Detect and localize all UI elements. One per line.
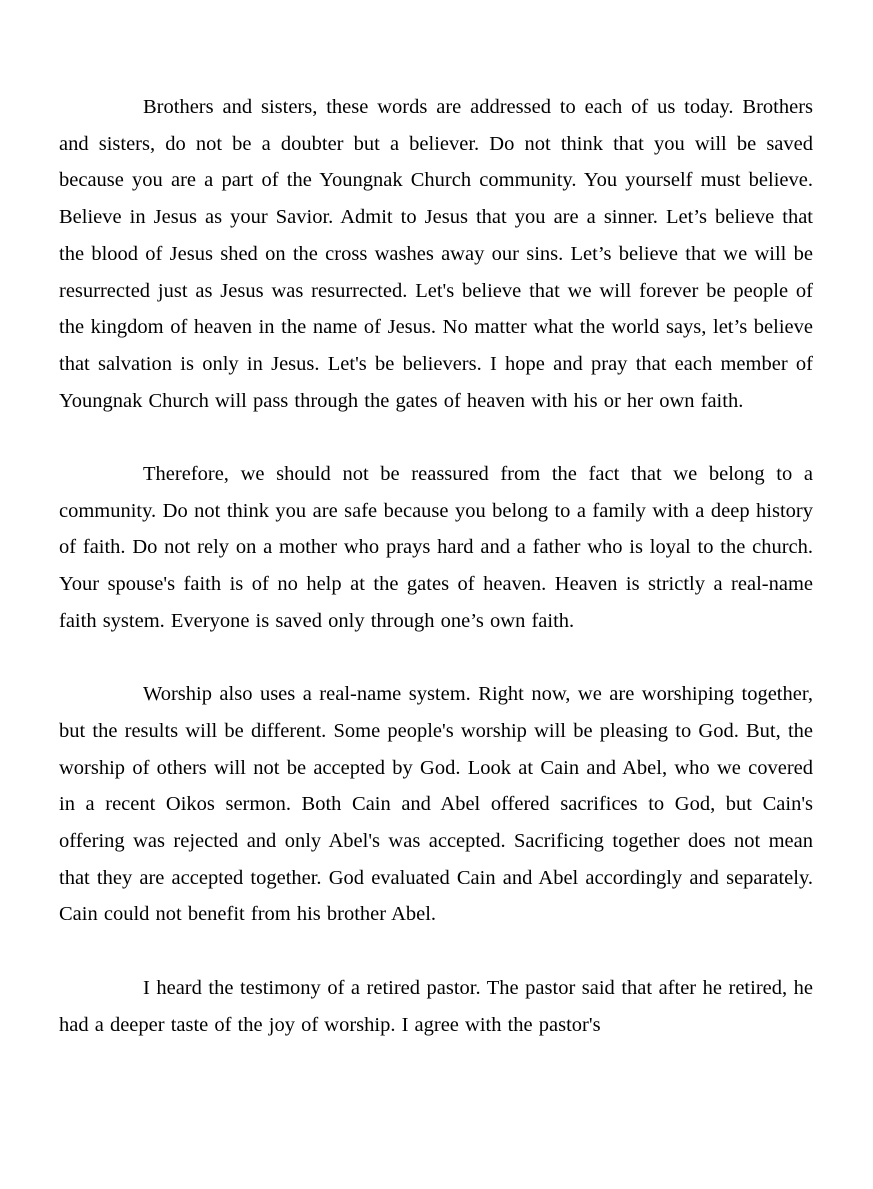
paragraph-3: Worship also uses a real-name system. Right now, we are worshiping together, but the results will be different. Some people's worship will be pleasing to God. But, the worship of others will not be accepted by God. Look at Cain and Abel, who we covered in a recent Oikos sermon. Both Cain and Abel offered sacrifices to God, but Cain's offering was rejected and only Abel's was accepted. Sacrificing together does not mean that they are accepted together. God evaluated Cain and Abel accordingly and separately. Cain could not benefit from his brother Abel. [59, 683, 813, 926]
paragraph-1: Brothers and sisters, these words are addressed to each of us today. Brothers and sisters, do not be a doubter but a believer. Do not think that you will be saved because you are a part of the Youngnak Church community. You yourself must believe. Believe in Jesus as your Savior. Admit to Jesus that you are a sinner. Let’s believe that the blood of Jesus shed on the cross washes away our sins. Let’s believe that we will be resurrected just as Jesus was resurrected. Let's believe that we will forever be people of the kingdom of heaven in the name of Jesus. No matter what the world says, let’s believe that salvation is only in Jesus. Let's be believers. I hope and pray that each member of Youngnak Church will pass through the gates of heaven with his or her own faith. [59, 96, 813, 412]
document-page [59, 89, 813, 1080]
paragraph-2: Therefore, we should not be reassured from the fact that we belong to a community. Do not think you are safe because you belong to a family with a deep history of faith. Do not rely on a mother who prays hard and a father who is loyal to the church. Your spouse's faith is of no help at the gates of heaven. Heaven is strictly a real-name faith system. Everyone is saved only through one’s own faith. [59, 463, 813, 632]
paragraph-4: I heard the testimony of a retired pastor. The pastor said that after he retired, he had a deeper taste of the joy of worship. I agree with the pastor's [59, 976, 813, 1036]
